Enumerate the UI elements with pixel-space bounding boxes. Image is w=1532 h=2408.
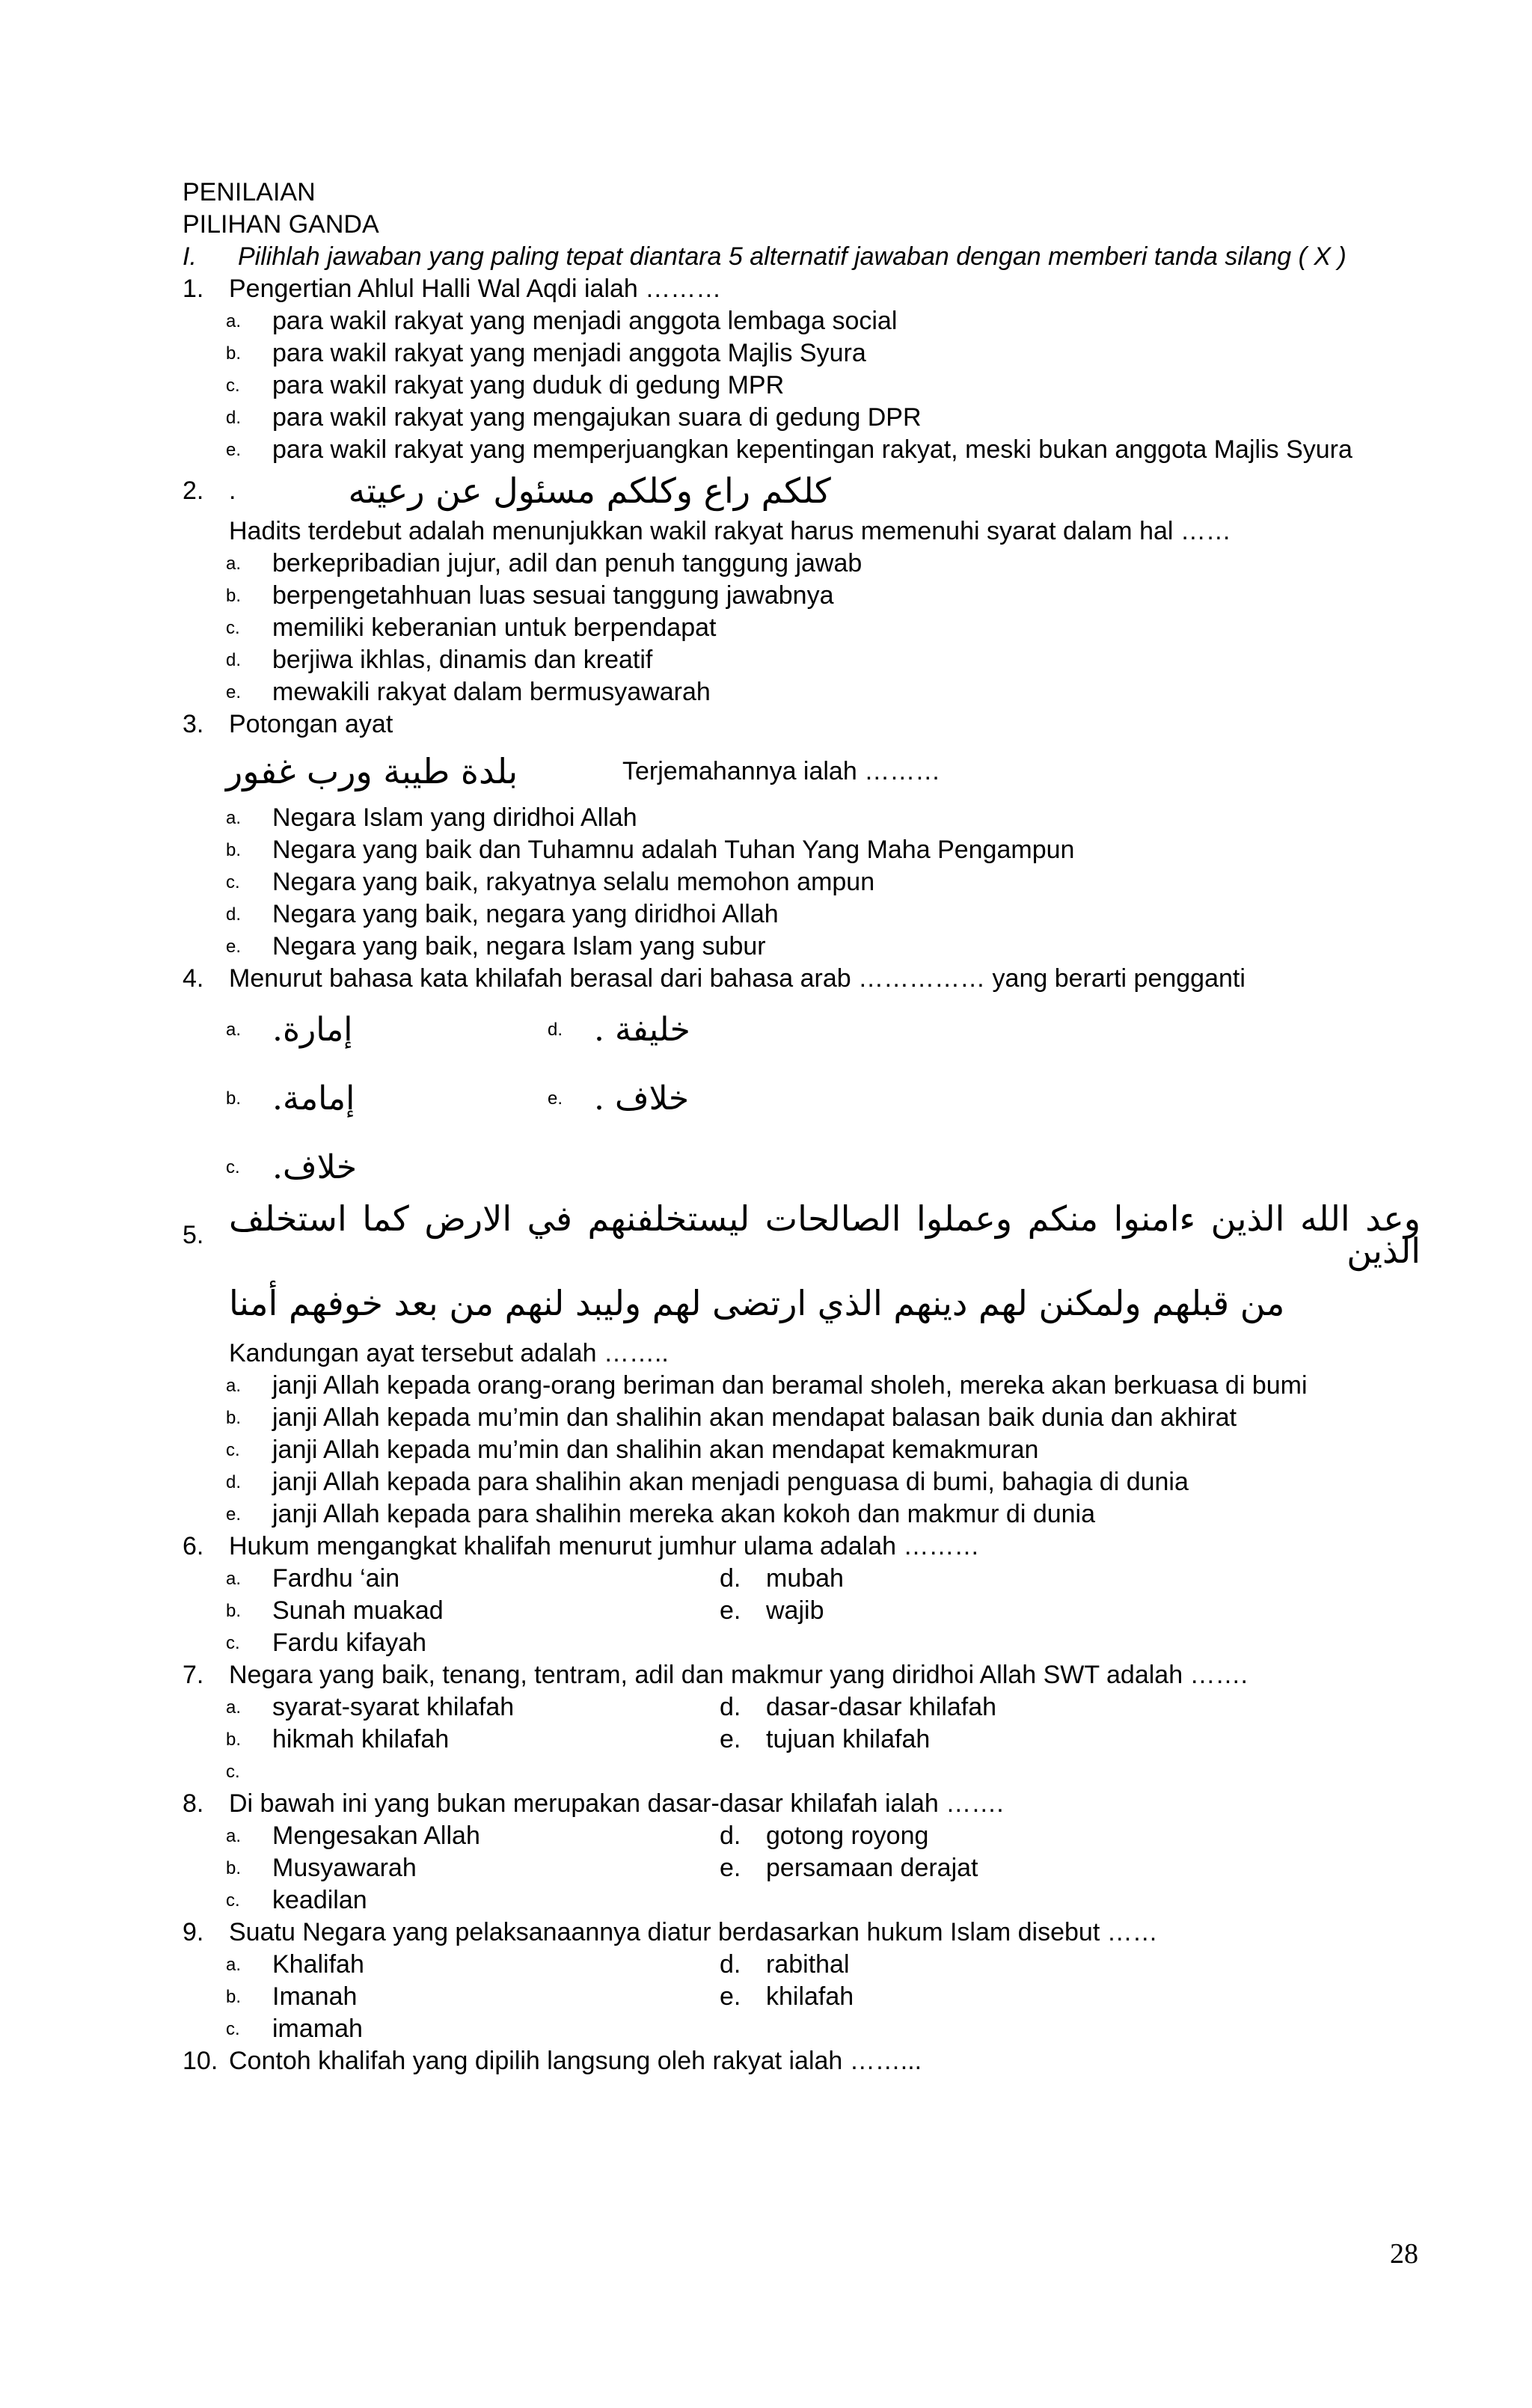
option-label: b. — [226, 1601, 242, 1621]
option-text: Negara yang baik, negara yang diridhoi Allah — [272, 900, 779, 928]
question-4 — [183, 963, 1421, 995]
option-label: a. — [226, 808, 242, 828]
option-text: para wakil rakyat yang memperjuangkan kepentingan rakyat, meski bukan anggota Majlis Syura — [272, 435, 1352, 464]
option-text: janji Allah kepada para shalihin akan menjadi penguasa di bumi, bahagia di dunia — [272, 1468, 1189, 1496]
question-number: 10. — [183, 2047, 218, 2075]
question-10 — [183, 2045, 1421, 2077]
question-text: Negara yang baik, tenang, tentram, adil dan makmur yang diridhoi Allah SWT adalah ……. — [229, 1661, 1248, 1689]
option-label: c. — [226, 1156, 240, 1177]
option-8e[interactable] — [720, 1852, 1213, 1884]
question-8 — [183, 1788, 1421, 1820]
option-9b[interactable] — [226, 1981, 720, 2013]
option-text: para wakil rakyat yang mengajukan suara di gedung DPR — [272, 403, 922, 432]
option-1a[interactable] — [183, 305, 1421, 337]
option-label: e. — [548, 1088, 563, 1109]
option-text: berjiwa ikhlas, dinamis dan kreatif — [272, 646, 653, 674]
option-text: Negara Islam yang diridhoi Allah — [272, 803, 637, 832]
option-row — [183, 1981, 1421, 2013]
option-text: persamaan derajat — [766, 1854, 978, 1882]
option-label: a. — [226, 1019, 242, 1040]
option-3b[interactable] — [183, 834, 1421, 866]
option-row — [183, 1595, 1421, 1627]
option-row — [183, 1852, 1421, 1884]
question-text: Pengertian Ahlul Halli Wal Aqdi ialah ……… — [229, 275, 722, 303]
option-label: c. — [226, 1762, 240, 1782]
instruction — [183, 241, 1421, 273]
option-text: berkepribadian jujur, adil dan penuh tanggung jawab — [272, 549, 862, 578]
option-1c[interactable] — [183, 370, 1421, 402]
question-number: 3. — [183, 710, 204, 738]
option-row — [183, 1724, 1421, 1756]
option-7b[interactable] — [226, 1724, 720, 1756]
option-text: janji Allah kepada mu’min dan shalihin akan mendapat balasan baik dunia dan akhirat — [272, 1403, 1237, 1432]
option-label: d. — [226, 904, 242, 925]
option-text: memiliki keberanian untuk berpendapat — [272, 613, 717, 642]
option-label: c. — [226, 1633, 240, 1653]
option-1d[interactable] — [183, 402, 1421, 434]
hadith-arabic: كلكم راع وكلكم مسئول عن رعيته — [348, 470, 831, 511]
option-text: إمارة. — [272, 1010, 353, 1049]
option-text: Negara yang baik, negara Islam yang subur — [272, 932, 766, 961]
option-text: gotong royong — [766, 1822, 929, 1850]
question-number: 8. — [183, 1789, 204, 1818]
option-label: c. — [226, 2019, 240, 2039]
option-label: d. — [226, 408, 242, 428]
option-row-c — [183, 1133, 1421, 1201]
question-number: 4. — [183, 964, 204, 993]
question-dot: . — [229, 476, 236, 505]
page-number: 28 — [1390, 2238, 1418, 2270]
option-4d[interactable] — [548, 1010, 869, 1049]
question-text: Kandungan ayat tersebut adalah …….. — [229, 1339, 669, 1367]
question-text: Suatu Negara yang pelaksanaannya diatur berdasarkan hukum Islam disebut …… — [229, 1918, 1158, 1946]
question-text: Hukum mengangkat khalifah menurut jumhur ulama adalah ……… — [229, 1532, 980, 1560]
option-row — [183, 1627, 1421, 1659]
option-9d[interactable] — [720, 1949, 1213, 1981]
option-label: b. — [226, 1088, 242, 1109]
question-1 — [183, 273, 1421, 305]
option-3c[interactable] — [183, 866, 1421, 898]
option-text: berpengetahhuan luas sesuai tanggung jawabnya — [272, 581, 834, 610]
option-4c[interactable] — [226, 1148, 548, 1186]
option-text: dasar-dasar khilafah — [766, 1693, 997, 1721]
instruction-text: Pilihlah jawaban yang paling tepat diantara 5 alternatif jawaban dengan memberi tanda silang ( X ) — [238, 242, 1346, 271]
question-text: Hadits terdebut adalah menunjukkan wakil rakyat harus memenuhi syarat dalam hal …… — [229, 517, 1231, 545]
option-label: b. — [226, 1858, 242, 1878]
option-6d[interactable] — [720, 1563, 1213, 1595]
option-label: b. — [226, 586, 242, 606]
question-2 — [183, 466, 1421, 515]
option-label: a. — [226, 1826, 242, 1846]
option-text: خلاف. — [272, 1148, 358, 1186]
option-3d[interactable] — [183, 898, 1421, 931]
option-label: d. — [226, 650, 242, 670]
option-7c[interactable] — [226, 1756, 720, 1788]
option-text: janji Allah kepada mu’min dan shalihin akan mendapat kemakmuran — [272, 1436, 1039, 1464]
question-text: Menurut bahasa kata khilafah berasal dari bahasa arab …………… yang berarti pengganti — [229, 964, 1245, 993]
option-8b[interactable] — [226, 1852, 720, 1884]
option-label: b. — [226, 1408, 242, 1428]
question-5 — [183, 1198, 1421, 1271]
option-label: d. — [720, 1950, 741, 1979]
option-text: para wakil rakyat yang menjadi anggota lembaga social — [272, 307, 898, 335]
option-text: خليفة . — [594, 1010, 690, 1049]
option-text: Sunah muakad — [272, 1596, 444, 1625]
option-text: keadilan — [272, 1886, 367, 1914]
option-9a[interactable] — [226, 1949, 720, 1981]
option-label: e. — [720, 1596, 741, 1625]
option-text: خلاف . — [594, 1079, 690, 1118]
question-number: 5. — [183, 1220, 204, 1249]
option-label: d. — [720, 1822, 741, 1850]
option-label: a. — [226, 1697, 242, 1718]
option-label: b. — [226, 840, 242, 860]
option-text: rabithal — [766, 1950, 850, 1979]
option-text: Khalifah — [272, 1950, 364, 1979]
option-4e[interactable] — [548, 1079, 869, 1118]
option-2b[interactable] — [183, 580, 1421, 612]
option-9c[interactable] — [226, 2013, 720, 2045]
option-5b[interactable] — [183, 1402, 1421, 1434]
option-label: c. — [226, 618, 240, 638]
option-5d[interactable] — [183, 1466, 1421, 1498]
option-8d[interactable] — [720, 1820, 1213, 1852]
option-2c[interactable] — [183, 612, 1421, 644]
option-2e[interactable] — [183, 676, 1421, 708]
heading-penilaian: PENILAIAN — [183, 178, 316, 206]
option-text: para wakil rakyat yang duduk di gedung MPR — [272, 371, 785, 399]
option-label: a. — [226, 311, 242, 331]
option-6b[interactable] — [226, 1595, 720, 1627]
question-9 — [183, 1917, 1421, 1949]
option-2d[interactable] — [183, 644, 1421, 676]
option-label: a. — [226, 554, 242, 574]
option-label: c. — [226, 872, 240, 892]
question-number: 2. — [183, 476, 204, 505]
instruction-number: I. — [183, 242, 197, 271]
option-2a[interactable] — [183, 548, 1421, 580]
option-text: Negara yang baik dan Tuhamnu adalah Tuhan Yang Maha Pengampun — [272, 836, 1075, 864]
option-label: e. — [226, 937, 242, 957]
option-3a[interactable] — [183, 802, 1421, 834]
heading-pilihan-ganda: PILIHAN GANDA — [183, 210, 379, 239]
option-3e[interactable] — [183, 931, 1421, 963]
option-label: c. — [226, 1440, 240, 1460]
option-row — [183, 2013, 1421, 2045]
option-row — [183, 1884, 1421, 1917]
ayat-arabic-line1: وعد الله الذين ءامنوا منكم وعملوا الصالحات ليستخلفنهم في الارض كما استخلف الذين — [229, 1198, 1421, 1271]
option-text: mewakili rakyat dalam bermusyawarah — [272, 678, 711, 706]
option-text: tujuan khilafah — [766, 1725, 931, 1753]
option-7a[interactable] — [226, 1691, 720, 1724]
option-text: khilafah — [766, 1982, 854, 2011]
ayat-arabic: بلدة طيبة ورب غفور — [226, 750, 518, 791]
question-6 — [183, 1531, 1421, 1563]
option-text: wajib — [766, 1596, 824, 1625]
option-label: e. — [720, 1982, 741, 2011]
option-label: d. — [720, 1564, 741, 1593]
option-label: a. — [226, 1569, 242, 1589]
option-text: إمامة. — [272, 1079, 355, 1118]
question-number: 1. — [183, 275, 204, 303]
option-8a[interactable] — [226, 1820, 720, 1852]
option-label: e. — [226, 1504, 242, 1525]
option-label: a. — [226, 1955, 242, 1975]
option-label: e. — [226, 682, 242, 702]
option-label: d. — [720, 1693, 741, 1721]
translation-prompt: Terjemahannya ialah ……… — [622, 756, 941, 785]
option-row — [183, 1563, 1421, 1595]
option-text: Imanah — [272, 1982, 358, 2011]
option-text: para wakil rakyat yang menjadi anggota Majlis Syura — [272, 339, 866, 367]
option-5e[interactable] — [183, 1498, 1421, 1531]
option-1e[interactable] — [183, 434, 1421, 466]
option-text: Fardhu ‘ain — [272, 1564, 400, 1593]
option-label: e. — [720, 1725, 741, 1753]
question-7 — [183, 1659, 1421, 1691]
option-7d[interactable] — [720, 1691, 1213, 1724]
option-row-be — [183, 1064, 1421, 1133]
option-label: c. — [226, 376, 240, 396]
option-label: a. — [226, 1376, 242, 1396]
option-label: b. — [226, 343, 242, 364]
option-label: b. — [226, 1987, 242, 2007]
document-page — [183, 177, 1421, 2077]
option-text: janji Allah kepada orang-orang beriman dan beramal sholeh, mereka akan berkuasa di bumi — [272, 1371, 1308, 1400]
option-text: hikmah khilafah — [272, 1725, 450, 1753]
ayat-arabic-line2: من قبلهم ولمكنن لهم دينهم الذي ارتضى لهم وليبد لنهم من بعد خوفهم أمنا — [229, 1282, 1285, 1323]
option-label: d. — [226, 1472, 242, 1492]
question-number: 6. — [183, 1532, 204, 1560]
ayat-row — [183, 741, 1421, 802]
option-text: Mengesakan Allah — [272, 1822, 480, 1850]
option-row — [183, 1756, 1421, 1788]
option-6e[interactable] — [720, 1595, 1213, 1627]
option-7e[interactable] — [720, 1724, 1213, 1756]
option-row — [183, 1820, 1421, 1852]
question-3 — [183, 708, 1421, 741]
option-text: syarat-syarat khilafah — [272, 1693, 515, 1721]
option-6a[interactable] — [226, 1563, 720, 1595]
option-text: Fardu kifayah — [272, 1629, 426, 1657]
option-label: e. — [226, 440, 242, 460]
option-label: d. — [548, 1019, 563, 1040]
question-number: 9. — [183, 1918, 204, 1946]
option-1b[interactable] — [183, 337, 1421, 370]
option-9e[interactable] — [720, 1981, 1213, 2013]
option-4a[interactable] — [226, 1010, 548, 1049]
option-label: b. — [226, 1730, 242, 1750]
option-label: c. — [226, 1890, 240, 1911]
question-text: Potongan ayat — [229, 710, 393, 738]
option-row — [183, 1691, 1421, 1724]
option-text: imamah — [272, 2015, 363, 2043]
option-row-ad — [183, 995, 1421, 1064]
option-4b[interactable] — [226, 1079, 548, 1118]
option-5a[interactable] — [183, 1370, 1421, 1402]
option-row — [183, 1949, 1421, 1981]
question-text: Contoh khalifah yang dipilih langsung oleh rakyat ialah ……... — [229, 2047, 922, 2075]
option-6c[interactable] — [226, 1627, 720, 1659]
option-text: mubah — [766, 1564, 844, 1593]
option-label: e. — [720, 1854, 741, 1882]
option-8c[interactable] — [226, 1884, 720, 1917]
option-5c[interactable] — [183, 1434, 1421, 1466]
ayat-line2-row — [183, 1269, 1421, 1338]
question-number: 7. — [183, 1661, 204, 1689]
option-text: Musyawarah — [272, 1854, 417, 1882]
option-text: Negara yang baik, rakyatnya selalu memohon ampun — [272, 868, 875, 896]
option-text: janji Allah kepada para shalihin mereka akan kokoh dan makmur di dunia — [272, 1500, 1096, 1528]
question-text: Di bawah ini yang bukan merupakan dasar-dasar khilafah ialah ……. — [229, 1789, 1004, 1818]
